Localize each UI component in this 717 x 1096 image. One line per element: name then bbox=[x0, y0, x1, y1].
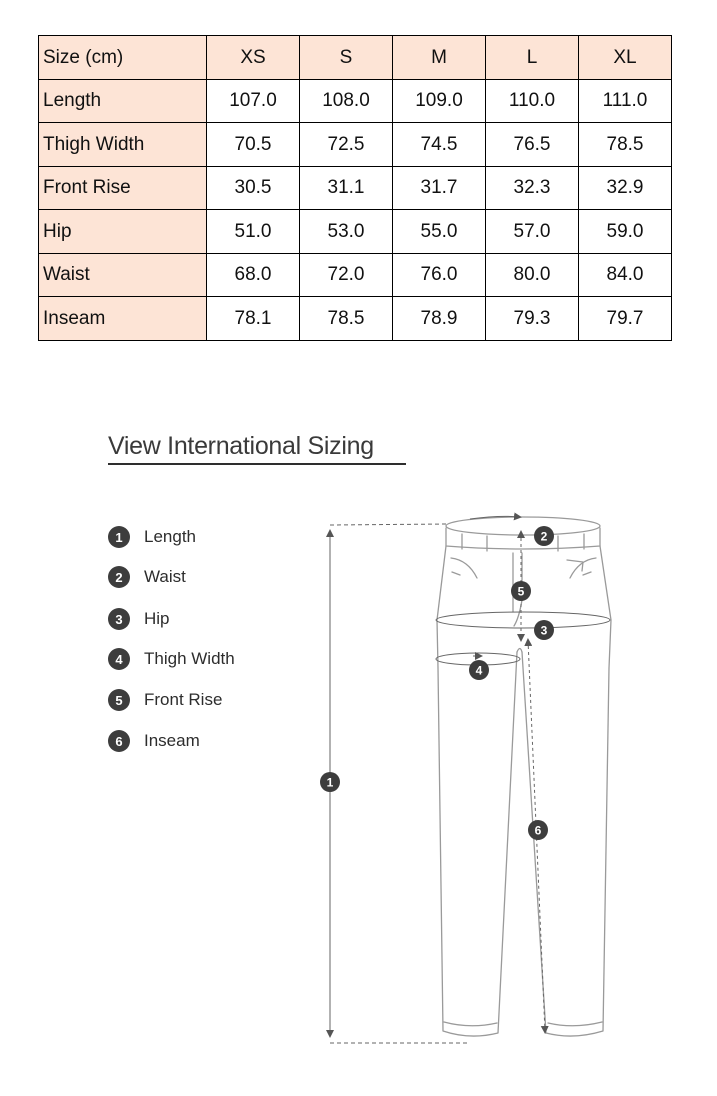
table-cell: 55.0 bbox=[393, 210, 486, 254]
table-cell: 32.3 bbox=[486, 166, 579, 210]
row-label: Inseam bbox=[39, 297, 207, 341]
size-header-s: S bbox=[300, 36, 393, 80]
diagram-marker-thigh-width bbox=[469, 660, 489, 680]
number-badge: 2 bbox=[108, 566, 130, 588]
table-cell: 31.7 bbox=[393, 166, 486, 210]
row-label: Length bbox=[39, 79, 207, 123]
svg-text:5: 5 bbox=[517, 584, 525, 599]
legend-label: Waist bbox=[144, 567, 186, 586]
table-cell: 79.3 bbox=[486, 297, 579, 341]
table-cell: 78.9 bbox=[393, 297, 486, 341]
table-cell: 80.0 bbox=[486, 253, 579, 297]
diagram-marker-front-rise bbox=[511, 581, 531, 601]
table-cell: 51.0 bbox=[207, 210, 300, 254]
table-cell: 72.0 bbox=[300, 253, 393, 297]
row-label: Waist bbox=[39, 253, 207, 297]
legend-label: Inseam bbox=[144, 731, 200, 750]
table-cell: 76.0 bbox=[393, 253, 486, 297]
svg-text:1: 1 bbox=[326, 775, 334, 790]
table-cell: 84.0 bbox=[579, 253, 672, 297]
table-cell: 68.0 bbox=[207, 253, 300, 297]
number-badge: 6 bbox=[108, 730, 130, 752]
number-badge: 3 bbox=[108, 608, 130, 630]
svg-text:3: 3 bbox=[540, 623, 548, 638]
table-cell: 78.1 bbox=[207, 297, 300, 341]
table-cell: 72.5 bbox=[300, 123, 393, 167]
size-header-xl: XL bbox=[579, 36, 672, 80]
diagram-marker-waist bbox=[534, 526, 554, 546]
diagram-marker-hip bbox=[534, 620, 554, 640]
table-cell: 76.5 bbox=[486, 123, 579, 167]
svg-text:2: 2 bbox=[540, 529, 548, 544]
legend-label: Hip bbox=[144, 609, 170, 628]
table-cell: 30.5 bbox=[207, 166, 300, 210]
size-header-m: M bbox=[393, 36, 486, 80]
svg-text:4: 4 bbox=[475, 663, 483, 678]
table-cell: 108.0 bbox=[300, 79, 393, 123]
size-header-xs: XS bbox=[207, 36, 300, 80]
size-header-label: Size (cm) bbox=[39, 36, 207, 80]
table-cell: 59.0 bbox=[579, 210, 672, 254]
row-label: Front Rise bbox=[39, 166, 207, 210]
number-badge: 5 bbox=[108, 689, 130, 711]
legend-label: Front Rise bbox=[144, 690, 223, 709]
legend-label: Length bbox=[144, 527, 196, 546]
row-label: Hip bbox=[39, 210, 207, 254]
table-cell: 79.7 bbox=[579, 297, 672, 341]
table-cell: 74.5 bbox=[393, 123, 486, 167]
number-badge: 4 bbox=[108, 648, 130, 670]
table-cell: 70.5 bbox=[207, 123, 300, 167]
table-cell: 107.0 bbox=[207, 79, 300, 123]
measurement-lines bbox=[330, 516, 610, 1043]
number-badge: 1 bbox=[108, 526, 130, 548]
table-cell: 57.0 bbox=[486, 210, 579, 254]
table-cell: 110.0 bbox=[486, 79, 579, 123]
table-cell: 53.0 bbox=[300, 210, 393, 254]
table-cell: 32.9 bbox=[579, 166, 672, 210]
svg-text:6: 6 bbox=[534, 823, 542, 838]
table-cell: 31.1 bbox=[300, 166, 393, 210]
sizing-guide-title: View International Sizing bbox=[108, 432, 374, 460]
legend-label: Thigh Width bbox=[144, 649, 235, 668]
table-cell: 78.5 bbox=[579, 123, 672, 167]
size-header-l: L bbox=[486, 36, 579, 80]
row-label: Thigh Width bbox=[39, 123, 207, 167]
diagram-marker-inseam bbox=[528, 820, 548, 840]
diagram-marker-length bbox=[320, 772, 340, 792]
table-cell: 111.0 bbox=[579, 79, 672, 123]
table-cell: 109.0 bbox=[393, 79, 486, 123]
table-cell: 78.5 bbox=[300, 297, 393, 341]
